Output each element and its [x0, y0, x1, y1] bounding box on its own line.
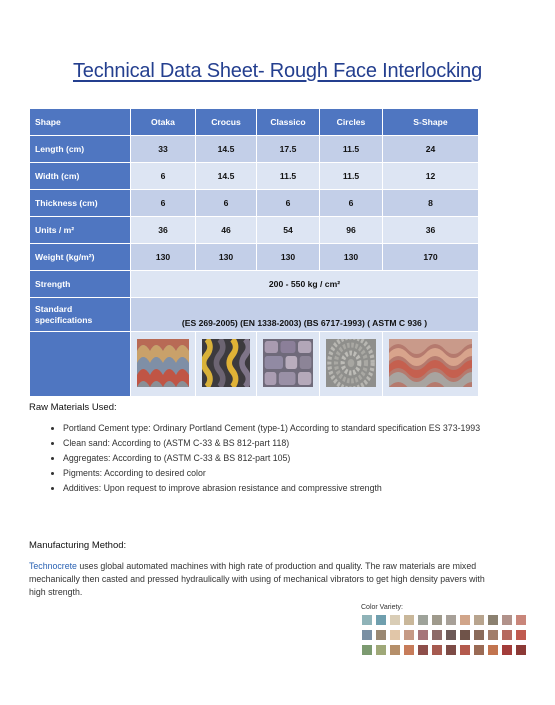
color-swatch — [460, 630, 470, 640]
s-shape-paver-image — [389, 339, 472, 387]
standards-value: (ES 269-2005) (EN 1338-2003) (BS 6717-1993) ( ASTM C 936 ) — [131, 298, 479, 332]
row-label: Standard specifications — [30, 298, 131, 332]
color-swatch — [516, 615, 526, 625]
table-cell: 46 — [196, 217, 257, 244]
table-cell: 130 — [196, 244, 257, 271]
table-cell: 6 — [196, 190, 257, 217]
color-swatch — [474, 630, 484, 640]
table-row — [30, 163, 479, 190]
table-cell: 14.5 — [196, 163, 257, 190]
otaka-image-cell — [131, 332, 196, 397]
color-swatch — [376, 645, 386, 655]
table-cell: 33 — [131, 136, 196, 163]
list-item: • Clean sand: According to (ASTM C-33 & BS 812-part 118) — [63, 437, 493, 449]
color-swatch — [460, 615, 470, 625]
header-otaka: Otaka — [131, 109, 196, 136]
table-cell: 36 — [383, 217, 479, 244]
s-shape-image-cell — [383, 332, 479, 397]
table-cell: 14.5 — [196, 136, 257, 163]
row-label: Units / m² — [30, 217, 131, 244]
row-label: Width (cm) — [30, 163, 131, 190]
table-cell: 54 — [257, 217, 320, 244]
table-row — [30, 136, 479, 163]
color-swatch — [362, 645, 372, 655]
table-cell: 36 — [131, 217, 196, 244]
classico-paver-image — [263, 339, 313, 387]
circles-paver-image — [326, 339, 376, 387]
color-swatch — [418, 630, 428, 640]
list-item: • Pigments: According to desired color — [63, 467, 493, 479]
color-swatch — [376, 615, 386, 625]
color-swatch — [446, 615, 456, 625]
color-swatch — [418, 615, 428, 625]
table-cell: 11.5 — [257, 163, 320, 190]
table-row — [30, 217, 479, 244]
spec-table — [29, 108, 479, 397]
color-swatch — [362, 630, 372, 640]
list-item: • Aggregates: According to (ASTM C-33 & BS 812-part 105) — [63, 452, 493, 464]
color-swatch — [446, 630, 456, 640]
table-cell: 130 — [257, 244, 320, 271]
color-swatch — [390, 630, 400, 640]
table-row — [30, 190, 479, 217]
row-label: Length (cm) — [30, 136, 131, 163]
table-cell: 6 — [257, 190, 320, 217]
color-variety-label: Color Variety: — [361, 604, 403, 611]
color-swatch — [404, 615, 414, 625]
color-swatch — [404, 630, 414, 640]
color-swatch — [390, 615, 400, 625]
classico-image-cell — [257, 332, 320, 397]
header-classico: Classico — [257, 109, 320, 136]
row-label-empty — [30, 332, 131, 397]
table-header-row — [30, 109, 479, 136]
table-cell: 8 — [383, 190, 479, 217]
otaka-paver-image — [137, 339, 189, 387]
color-swatch — [432, 630, 442, 640]
manufacturing-text: uses global automated machines with high rate of production and quality. The raw materials are mixed mechanically then casted and pressed hydraulically with using of mechanical vibrators to get high density pavers with high strength. — [29, 561, 485, 597]
page-title: Technical Data Sheet- Rough Face Interlocking — [72, 60, 482, 82]
strength-value: 200 - 550 kg / cm² — [131, 271, 479, 298]
list-item: • Additives: Upon request to improve abrasion resistance and compressive strength — [63, 482, 493, 494]
table-cell: 130 — [131, 244, 196, 271]
table-cell: 12 — [383, 163, 479, 190]
header-s-shape: S-Shape — [383, 109, 479, 136]
manufacturing-heading: Manufacturing Method: — [29, 540, 127, 551]
color-swatch — [474, 645, 484, 655]
table-cell: 6 — [131, 190, 196, 217]
table-cell: 170 — [383, 244, 479, 271]
color-swatch-grid — [362, 615, 532, 655]
color-swatch — [488, 630, 498, 640]
color-swatch — [502, 615, 512, 625]
color-swatch — [502, 645, 512, 655]
color-swatch — [488, 615, 498, 625]
color-swatch — [404, 645, 414, 655]
table-cell: 6 — [320, 190, 383, 217]
color-swatch — [376, 630, 386, 640]
table-cell: 11.5 — [320, 136, 383, 163]
table-cell: 24 — [383, 136, 479, 163]
manufacturing-paragraph — [29, 560, 499, 599]
header-circles: Circles — [320, 109, 383, 136]
color-swatch — [418, 645, 428, 655]
color-swatch — [362, 615, 372, 625]
color-swatch — [488, 645, 498, 655]
raw-materials-list — [45, 422, 493, 497]
brand-name: Technocrete — [29, 561, 77, 571]
color-swatch — [474, 615, 484, 625]
header-crocus: Crocus — [196, 109, 257, 136]
color-swatch — [516, 630, 526, 640]
standards-row — [30, 298, 479, 332]
circles-image-cell — [320, 332, 383, 397]
table-cell: 17.5 — [257, 136, 320, 163]
color-swatch — [502, 630, 512, 640]
color-swatch — [460, 645, 470, 655]
row-label: Strength — [30, 271, 131, 298]
crocus-image-cell — [196, 332, 257, 397]
color-swatch — [516, 645, 526, 655]
color-swatch — [432, 645, 442, 655]
color-swatch — [432, 615, 442, 625]
table-cell: 6 — [131, 163, 196, 190]
strength-row — [30, 271, 479, 298]
crocus-paver-image — [202, 339, 250, 387]
row-label: Thickness (cm) — [30, 190, 131, 217]
list-item: • Portland Cement type: Ordinary Portland Cement (type-1) According to standard specification ES 373-1993 — [63, 422, 493, 434]
table-row — [30, 244, 479, 271]
table-cell: 130 — [320, 244, 383, 271]
color-swatch — [390, 645, 400, 655]
product-images-row — [30, 332, 479, 397]
table-cell: 96 — [320, 217, 383, 244]
header-shape: Shape — [30, 109, 131, 136]
color-swatch — [446, 645, 456, 655]
table-cell: 11.5 — [320, 163, 383, 190]
row-label: Weight (kg/m²) — [30, 244, 131, 271]
raw-materials-heading: Raw Materials Used: — [29, 402, 117, 413]
